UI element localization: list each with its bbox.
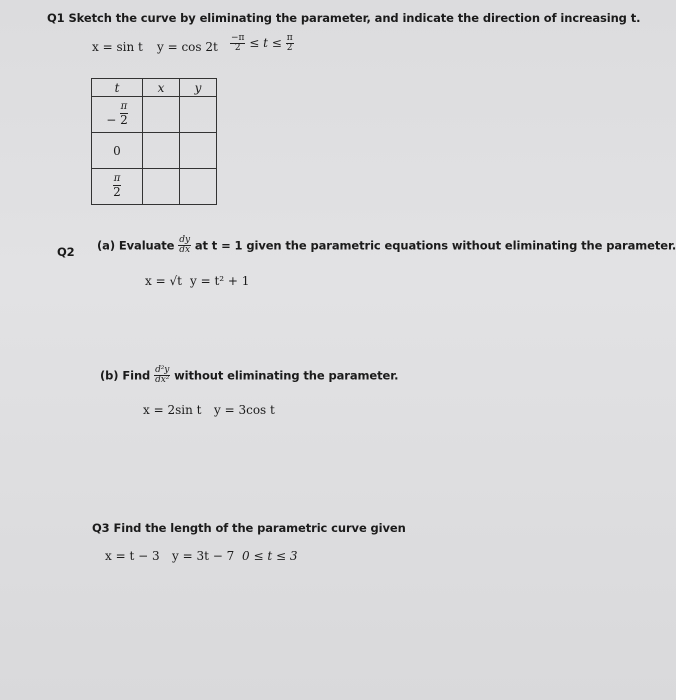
- range-lower-fraction: [230, 34, 245, 53]
- q1-equation-y: y = cos 2t: [157, 40, 218, 54]
- q3-equation-x: x = t − 3: [105, 549, 160, 563]
- q1-t-range: [230, 34, 294, 53]
- range-upper-num: π: [286, 33, 293, 43]
- q2b-prompt: [100, 366, 398, 385]
- range-upper-fraction: [286, 34, 294, 53]
- q2a-equation-y: y = t² + 1: [190, 274, 250, 288]
- q1-equation-x: x = sin t: [92, 40, 143, 54]
- q1-prompt: Q1 Sketch the curve by eliminating the parameter, and indicate the direction of increasing t.: [47, 11, 641, 25]
- t-fraction: [120, 102, 128, 126]
- d2y-dx2-fraction: [154, 366, 170, 385]
- table-row: [92, 169, 217, 205]
- table-row: [92, 97, 217, 133]
- t-den: 2: [120, 112, 128, 127]
- q2a-suffix: at t = 1 given the parametric equations without eliminating the parameter.: [194, 238, 676, 253]
- q2b-equation-y: y = 3cos t: [214, 403, 275, 417]
- q2a-equation-x: x = √t: [145, 274, 182, 288]
- table-header-t: t: [92, 79, 143, 97]
- table-cell-y[interactable]: [180, 169, 217, 205]
- table-cell-t: [92, 169, 143, 205]
- q3-t-range: 0 ≤ t ≤ 3: [242, 549, 298, 563]
- t-num: π: [113, 173, 121, 185]
- frac-den: dx²: [155, 375, 170, 385]
- q3-equation-y: y = 3t − 7: [172, 549, 235, 563]
- table-header-y: y: [180, 79, 217, 97]
- t-sign: −: [106, 113, 117, 127]
- q2b-prefix: (b) Find: [100, 368, 151, 383]
- range-lower-den: 2: [230, 43, 245, 53]
- frac-num: dy: [179, 235, 190, 245]
- q2a-prompt: [97, 236, 676, 255]
- range-lower-num: −π: [231, 33, 245, 43]
- range-middle: ≤ t ≤: [249, 36, 282, 50]
- table-cell-x[interactable]: [143, 169, 180, 205]
- t-fraction: [113, 174, 121, 198]
- frac-num: d²y: [155, 365, 170, 375]
- dy-dx-fraction: [178, 236, 191, 255]
- t-den: 2: [113, 184, 121, 199]
- q2a-prefix: (a) Evaluate: [97, 238, 175, 253]
- table-cell-x[interactable]: [143, 97, 180, 133]
- q3-prompt: Q3 Find the length of the parametric curve given: [92, 521, 406, 535]
- table-cell-x[interactable]: [143, 133, 180, 169]
- table-cell-y[interactable]: [180, 133, 217, 169]
- table-header-x: x: [143, 79, 180, 97]
- table-cell-t: 0: [92, 133, 143, 169]
- table-cell-t: [92, 97, 143, 133]
- range-upper-den: 2: [286, 43, 293, 53]
- t-num: π: [120, 101, 128, 112]
- table-cell-y[interactable]: [180, 97, 217, 133]
- q2-label: Q2: [57, 245, 75, 259]
- q2b-suffix: without eliminating the parameter.: [174, 368, 399, 383]
- table-row: [92, 133, 217, 169]
- table-header-row: [92, 79, 217, 97]
- q2b-equation-x: x = 2sin t: [143, 403, 202, 417]
- frac-den: dx: [179, 245, 190, 255]
- q1-value-table: [91, 78, 217, 205]
